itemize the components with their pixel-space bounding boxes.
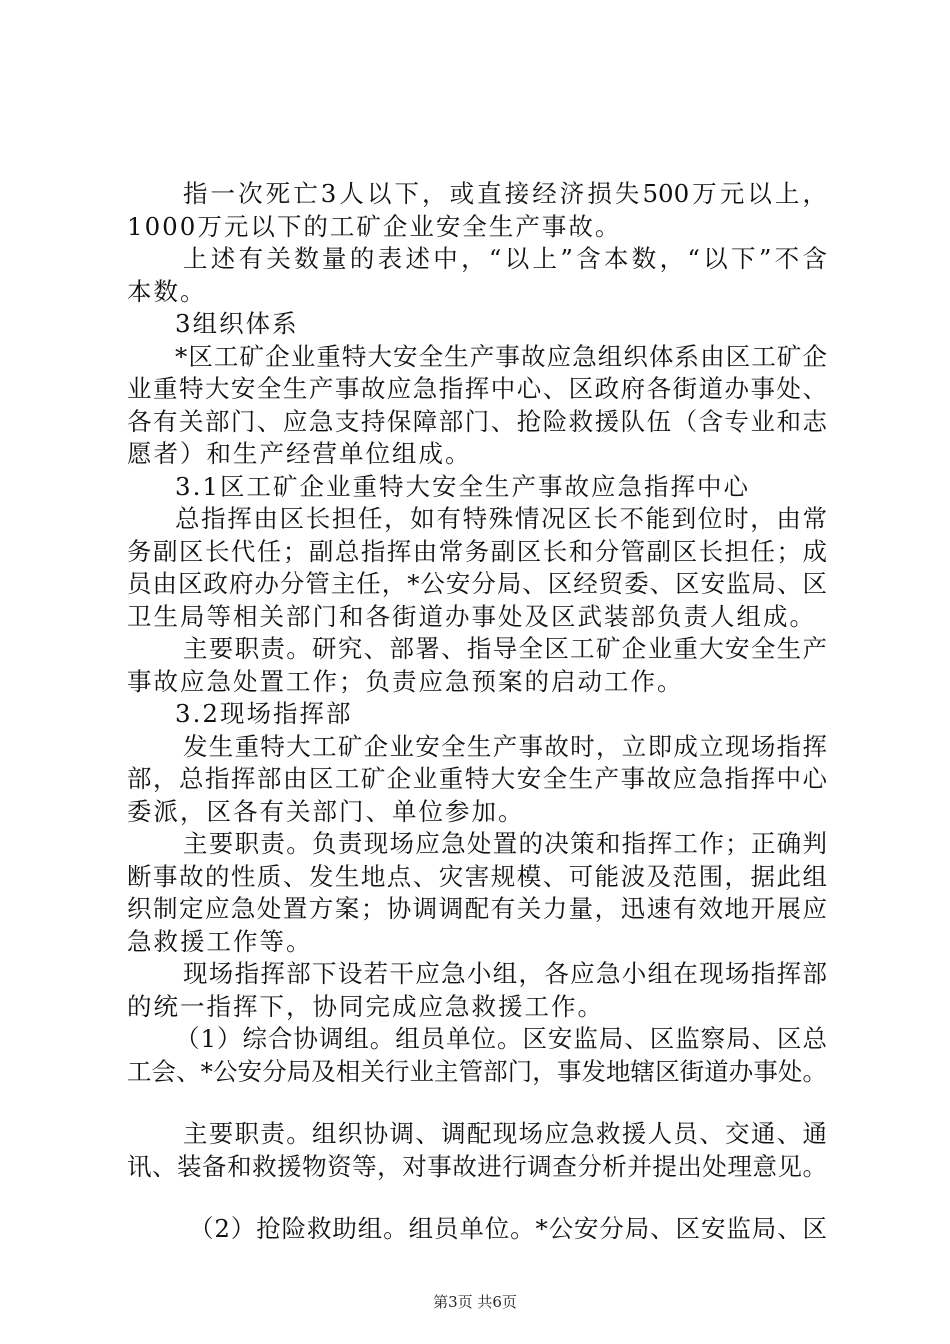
paragraph-line: 主要职责。组织协调、调配现场应急救援人员、交通、通 (183, 1119, 827, 1148)
paragraph-line: 织制定应急处置方案；协调调配有关力量，迅速有效地开展应 (127, 894, 827, 923)
paragraph-line: 员由区政府办分管主任，*公安分局、区经贸委、区安监局、区 (127, 569, 827, 598)
paragraph-line: 断事故的性质、发生地点、灾害规模、可能波及范围，据此组 (127, 861, 827, 891)
paragraph-line: 本数。 (127, 276, 207, 306)
paragraph-line: 发生重特大工矿企业安全生产事故时，立即成立现场指挥 (183, 731, 827, 761)
paragraph-line: 现场指挥部下设若干应急小组，各应急小组在现场指挥部 (183, 959, 827, 988)
paragraph-line: 部，总指挥部由区工矿企业重特大安全生产事故应急指挥中心 (127, 764, 827, 793)
paragraph-line: 的统一指挥下，协同完成应急救援工作。 (127, 991, 604, 1021)
paragraph-line: （2）抢险救助组。组员单位。*公安分局、区安监局、区 (189, 1214, 827, 1243)
paragraph-line: 指一次死亡3人以下，或直接经济损失500万元以上， (183, 179, 827, 208)
paragraph-line: 主要职责。负责现场应急处置的决策和指挥工作；正确判 (183, 829, 827, 858)
paragraph-line: 主要职责。研究、部署、指导全区工矿企业重大安全生产 (183, 634, 827, 663)
paragraph-line: 讯、装备和救援物资等，对事故进行调查分析并提出处理意见。 (127, 1151, 827, 1181)
paragraph-line: 业重特大安全生产事故应急指挥中心、区政府各街道办事处、 (127, 374, 827, 403)
paragraph-spacer (127, 1088, 827, 1118)
paragraph-line: 卫生局等相关部门和各街道办事处及区武装部负责人组成。 (127, 601, 816, 631)
paragraph-line: *区工矿企业重特大安全生产事故应急组织体系由区工矿企 (175, 341, 827, 371)
paragraph-line: 愿者）和生产经营单位组成。 (127, 439, 472, 468)
section-heading: 3.1区工矿企业重特大安全生产事故应急指挥中心 (175, 471, 750, 501)
paragraph-line: 委派，区各有关部门、单位参加。 (127, 796, 525, 826)
paragraph-line: 各有关部门、应急支持保障部门、抢险救援队伍（含专业和志 (127, 406, 827, 436)
paragraph-line: （1）综合协调组。组员单位。区安监局、区监察局、区总 (175, 1024, 827, 1053)
section-heading: 3.2现场指挥部 (175, 699, 353, 728)
paragraph-line: 上述有关数量的表述中，“以上”含本数，“以下”不含 (183, 244, 827, 273)
section-heading: 3组织体系 (175, 309, 299, 338)
page-number-footer: 第3页 共6页 (433, 1293, 517, 1311)
paragraph-spacer (127, 1183, 827, 1213)
paragraph-line: 务副区长代任；副总指挥由常务副区长和分管副区长担任；成 (127, 536, 827, 566)
paragraph-line: 总指挥由区长担任，如有特殊情况区长不能到位时，由常 (175, 504, 827, 533)
document-body (127, 178, 827, 1246)
paragraph-line: 工会、*公安分局及相关行业主管部门，事发地辖区街道办事处。 (127, 1056, 827, 1086)
paragraph-line: 急救援工作等。 (127, 926, 313, 956)
paragraph-line: 事故应急处置工作；负责应急预案的启动工作。 (127, 666, 684, 696)
paragraph-line: 1000万元以下的工矿企业安全生产事故。 (127, 211, 622, 241)
